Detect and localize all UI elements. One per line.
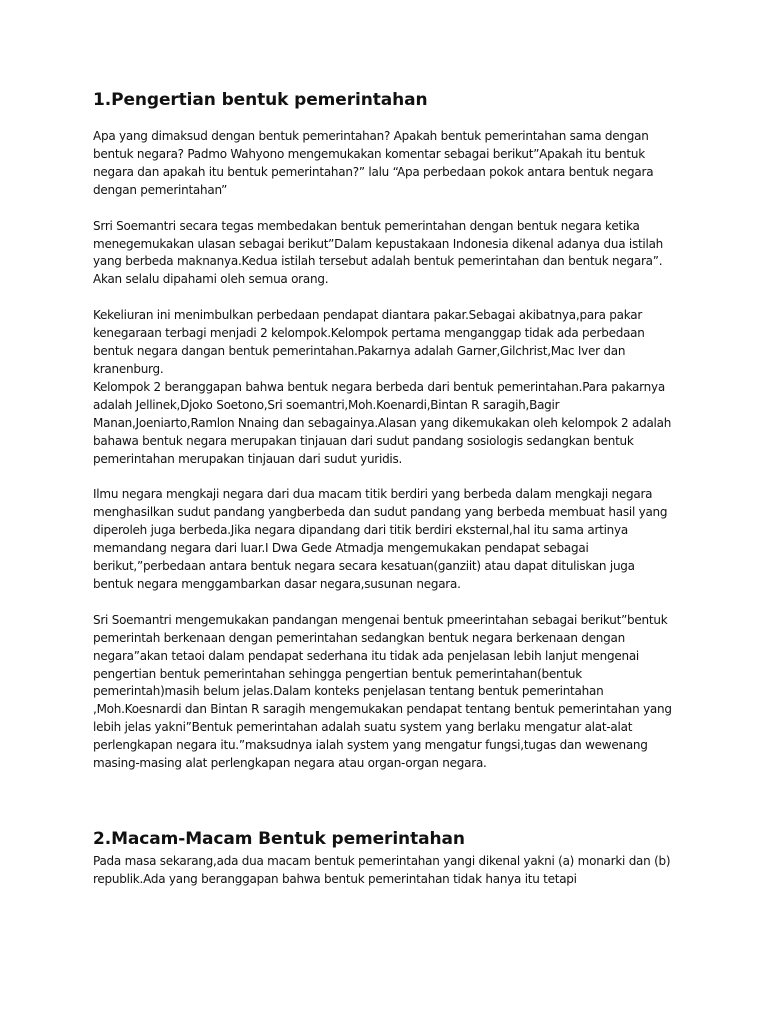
section-2-title: 2.Macam-Macam Bentuk pemerintahan bbox=[93, 829, 465, 849]
section-1-paragraph-5: Ilmu negara mengkaji negara dari dua macam titik berdiri yang berbeda dalam mengkaji negara menghasilkan sudut pandang yangberbeda dan sudut pandang yang berbeda membuat hasil yang diperoleh juga berbeda.Jika negara dipandang dari titik berdiri eksternal,hal itu sama artinya memandang negara dari luar.I Dwa Gede Atmadja mengemukakan pendapat sebagai berikut,”perbedaan antara bentuk negara secara kesatuan(ganziit) atau dapat dituliskan juga bentuk negara menggambarkan dasar negara,susunan negara. bbox=[93, 487, 668, 591]
section-1-paragraph-2: Srri Soemantri secara tegas membedakan bentuk pemerintahan dengan bentuk negara ketika menegemukakan ulasan sebagai berikut”Dalam kepustakaan Indonesia dikenal adanya dua istilah yang berbeda maknanya.Kedua istilah tersebut adalah bentuk pemerintahan dan bentuk negara”. Akan selalu dipahami oleh semua orang. bbox=[93, 218, 664, 287]
section-1-paragraph-1: Apa yang dimaksud dengan bentuk pemerintahan? Apakah bentuk pemerintahan sama dengan bentuk negara? Padmo Wahyono mengemukakan komentar sebagai berikut”Apakah itu bentuk negara dan apakah itu bentuk pemerintahan?” lalu “Apa perbedaan pokok antara bentuk negara dengan pemerintahan” bbox=[93, 129, 654, 197]
section-1-paragraph-3: Kekeliuran ini menimbulkan perbedaan pendapat diantara pakar.Sebagai akibatnya,para pakar kenegaraan terbagi menjadi 2 kelompok.Kelompok pertama menganggap tidak ada perbedaan bentuk negara dangan bentuk pemerintahan.Pakarnya adalah Garner,Gilchrist,Mac Iver dan kranenburg. bbox=[93, 308, 645, 376]
section-1-title: 1.Pengertian bentuk pemerintahan bbox=[93, 90, 428, 110]
document-body bbox=[93, 88, 675, 889]
section-1-paragraph-4: Kelompok 2 beranggapan bahwa bentuk negara berbeda dari bentuk pemerintahan.Para pakarnya adalah Jellinek,Djoko Soetono,Sri soemantri,Moh.Koenardi,Bintan R saragih,Bagir Manan,Joeniarto,Ramlon Nnaing dan sebagainya.Alasan yang dikemukakan oleh kelompok 2 adalah bahawa bentuk negara merupakan tinjauan dari sudut pandang sosiologis sedangkan bentuk pemerintahan merupakan tinjauan dari sudut yuridis. bbox=[93, 379, 672, 466]
section-1-paragraph-6: Sri Soemantri mengemukakan pandangan mengenai bentuk pmeerintahan sebagai berikut”bentuk pemerintah berkenaan dengan pemerintahan sedangkan bentuk negara berkenaan dengan negara”akan tetaoi dalam pendapat sederhana itu tidak ada penjelasan lebih lanjut mengenai pengertian bentuk pemerintahan sehingga pengertian bentuk pemerintahan(bentuk pemerintah)masih belum jelas.Dalam konteks penjelasan tentang bentuk pemerintahan ,Moh.Koesnardi dan Bintan R saragih mengemukakan pendapat tentang bentuk pemerintahan yang lebih jelas yakni”Bentuk pemerintahan adalah suatu system yang berlaku mengatur alat-alat perlengkapan negara itu.”maksudnya ialah system yang mengatur fungsi,tugas dan wewenang masing-masing alat perlengkapan negara atau organ-organ negara. bbox=[93, 612, 672, 771]
section-2-paragraph-1: Pada masa sekarang,ada dua macam bentuk pemerintahan yangi dikenal yakni (a) monarki dan (b) republik.Ada yang beranggapan bahwa bentuk pemerintahan tidak hanya itu tetapi bbox=[93, 854, 671, 886]
